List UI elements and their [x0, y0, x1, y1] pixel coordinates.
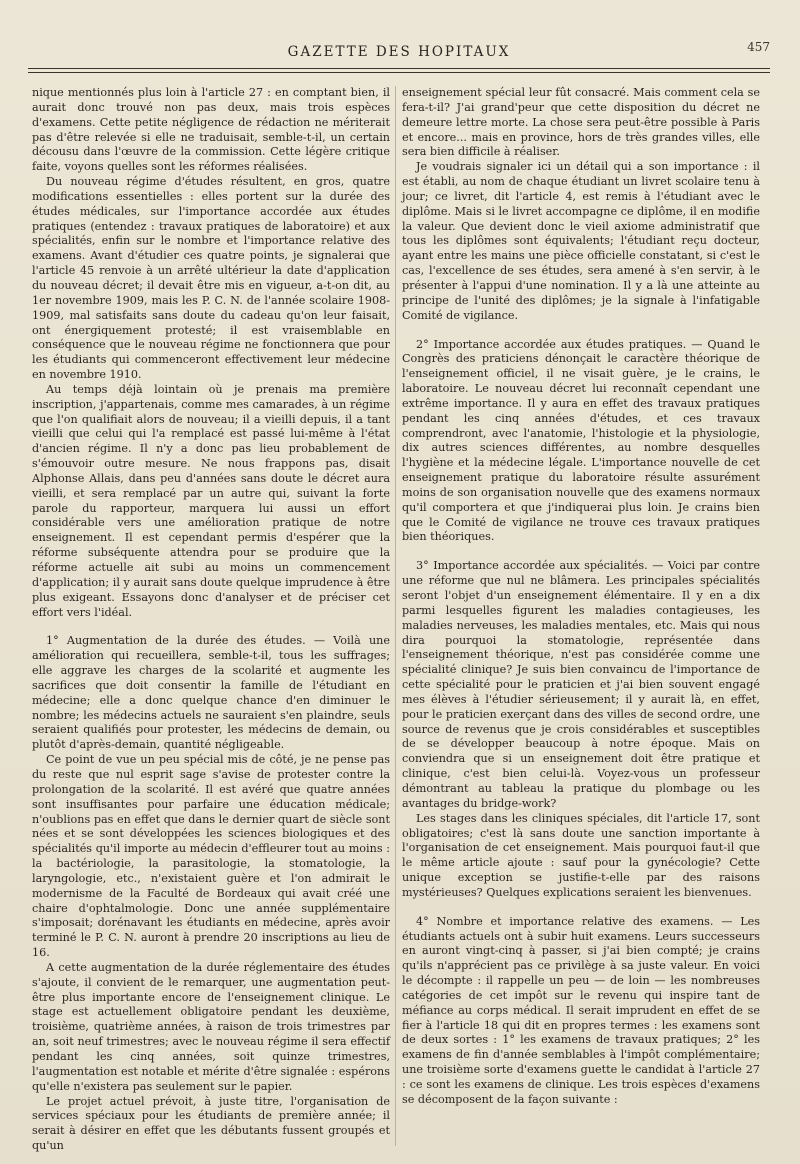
paragraph: Du nouveau régime d'études résultent, en gros, quatre modifications essentielles : elles portent sur la durée des études médicales, sur l'importance accordée aux études pratiques (entendez : travaux pratiques de laboratoire) et aux spécialités, enfin sur le nombre et l'importance relative des examens. Avant d'étudier ces quatre points, je signalerai que l'article 45 renvoie à un arrêté ultérieur la date d'application du nouveau décret; il devait être mis en vigueur, a-t-on dit, au 1er novembre 1909, mais les P. C. N. de l'année scolaire 1908-1909, mal satisfaits sans doute du cadeau qu'on leur faisait, ont énergiquement protesté; il est vraisemblable en conséquence que le nouveau régime ne fonctionnera que pour les étudiants qui commenceront effectivement leur médecine en novembre 1910. — [32, 175, 390, 382]
section-paragraph-specialties: 3° Importance accordée aux spécialités. — Voici par contre une réforme que nul ne blâmera. Les principales spécialités seront l'objet d'un enseignement élémentaire. Il y en a dix parmi lesquelles figurent les maladies contagieuses, les maladies nerveuses, les maladies mentales, etc. Mais qui nous dira pourquoi la stomatologie, représentée dans l'enseignement théorique, n'est pas considérée comme une spécialité clinique? Je suis bien convaincu de l'importance de cette spécialité pour le praticien et j'ai bien souvent engagé mes élèves à l'étudier sérieusement; il y aurait là, en effet, pour le praticien exerçant dans des villes de second ordre, une source de revenus que je crois considérables et susceptibles de se développer beaucoup à notre époque. Mais on conviendra que si un enseignement doit être pratique et clinique, c'est bien celui-là. Voyez-vous un professeur démontrant au tableau la pratique du plombage ou les avantages du bridge-work? — [402, 559, 760, 810]
header-rule-thin — [28, 72, 770, 73]
page-number: 457 — [747, 40, 770, 54]
paragraph: nique mentionnés plus loin à l'article 27 : en comptant bien, il aurait donc trouvé non pas deux, mais trois espèces d'examens. Cette petite négligence de rédaction ne mériterait pas d'être relevée si elle ne traduisait, semble-t-il, un certain décousu dans l'œuvre de la commission. Cette légère critique faite, voyons quelles sont les réformes réalisées. — [32, 86, 390, 174]
paragraph: Ce point de vue un peu spécial mis de côté, je ne pense pas du reste que nul esprit sage s'avise de protester contre la prolongation de la scolarité. Il est avéré que quatre années sont insuffisantes pour parfaire une éducation médicale; n'oublions pas en effet que dans le dernier quart de siècle sont nées et se sont développées les sciences biologiques et des spécialités qu'il importe au médecin d'effleurer tout au moins : la bactériologie, la parasitologie, la stomatologie, la laryngologie, etc., n'existaient guère et l'on admirait le modernisme de la Faculté de Bordeaux qui avait créé une chaire d'ophtalmologie. Donc une année supplémentaire s'imposait; dorénavant les étudiants en médecine, après avoir terminé le P. C. N. auront à prendre 20 inscriptions au lieu de 16. — [32, 753, 390, 960]
running-header — [28, 40, 770, 64]
section-paragraph-exams: 4° Nombre et importance relative des examens. — Les étudiants actuels ont à subir huit examens. Leurs successeurs en auront vingt-cinq à passer, si j'ai bien compté; je crains qu'ils n'apprécient pas ce privilège à sa juste valeur. En voici le décompte : il rappelle un peu — de loin — les nombreuses catégories de cet impôt sur le revenu qui inspire tant de méfiance au corps médical. Il serait imprudent en effet de se fier à l'article 18 qui dit en propres termes : les examens sont de deux sortes : 1° les examens de travaux pratiques; 2° les examens de fin d'année semblables à l'impôt complémentaire; une troisième sorte d'examens guette le candidat à l'article 27 : ce sont les examens de clinique. Les trois espèces d'examens se décomposent de la façon suivante : — [402, 914, 760, 1106]
paragraph: Les stages dans les cliniques spéciales, dit l'article 17, sont obligatoires; c'est là sans doute une sanction importante à l'organisation de cet enseignement. Mais pourquoi faut-il que le même article ajoute : sauf pour la gynécologie? Cette unique exception se justifie-t-elle par des raisons mystérieuses? Quelques explications seraient les bienvenues. — [402, 811, 760, 899]
paragraph: Le projet actuel prévoit, à juste titre, l'organisation de services spéciaux pour les étudiants de première année; il serait à désirer en effet que les débutants fussent groupés et qu'un — [32, 1094, 390, 1153]
paragraph: enseignement spécial leur fût consacré. Mais comment cela se fera-t-il? J'ai grand'peur que cette disposition du décret ne demeure lettre morte. La chose sera peut-être possible à Paris et encore... mais en province, hors de très grandes villes, elle sera bien difficile à réaliser. — [402, 86, 760, 159]
paragraph: Au temps déjà lointain où je prenais ma première inscription, j'appartenais, comme mes camarades, à un régime que l'on qualifiait alors de nouveau; il a vieilli depuis, il a tant vieilli que celui qui l'a remplacé est passé lui-même à l'état d'ancien régime. Il n'y a donc pas lieu probablement de s'émouvoir outre mesure. Ne nous frappons pas, disait Alphonse Allais, dans peu d'années sans doute le décret aura vieilli, et sera remplacé par un autre qui, suivant la forte parole du rapporteur, marquera lui aussi un effort considérable vers une amélioration pratique de notre enseignement. Il est cependant permis d'espérer que la réforme subséquente attendra pour se produire que la réforme actuelle ait subi au moins un commencement d'application; il y aurait sans doute quelque imprudence à être plus exigeant. Essayons donc d'analyser et de préciser cet effort vers l'idéal. — [32, 382, 390, 619]
paragraph: Je voudrais signaler ici un détail qui a son importance : il est établi, au nom de chaque étudiant un livret scolaire tenu à jour; ce livret, dit l'article 4, est remis à l'étudiant avec le diplôme. Mais si le livret accompagne ce diplôme, il en modifie la valeur. Que devient donc le vieil axiome administratif que tous les diplômes sont équivalents; l'étudiant reçu docteur, ayant entre les mains une pièce officielle constatant, si c'est le cas, l'excellence de ses études, sera amené à s'en servir, à le présenter à l'appui d'une nomination. Il y a là une atteinte au principe de l'unité des diplômes; je la signale à l'infatigable Comité de vigilance. — [402, 160, 760, 322]
section-paragraph-practical: 2° Importance accordée aux études pratiques. — Quand le Congrès des praticiens dénonçait le caractère théorique de l'enseignement officiel, il ne visait guère, je le crains, le laboratoire. Le nouveau décret lui reconnaît cependant une extrême importance. Il y aura en effet des travaux pratiques pendant les cinq années d'études, et ces travaux comprendront, avec l'anatomie, l'histologie et la physiologie, dix autres sciences différentes, au nombre desquelles l'hygiène et la médecine légale. L'importance nouvelle de cet enseignement pratique du laboratoire résulte assurément moins de son organisation nouvelle que des examens normaux qu'il comportera et que j'indiquerai plus loin. Je crains bien que le Comité de vigilance ne trouve ces travaux pratiques bien théoriques. — [402, 337, 760, 544]
section-paragraph-duration: 1° Augmentation de la durée des études. — Voilà une amélioration qui recueillera, semble-t-il, tous les suffrages; elle aggrave les charges de la scolarité et augmente les sacrifices que doit consentir la famille de l'étudiant en médecine; elle a donc quelque chance d'en diminuer le nombre; les médecins actuels ne sauraient s'en plaindre, seuls seraient qualifiés pour protester, les médecins de demain, ou plutôt d'après-demain, quantité négligeable. — [32, 634, 390, 752]
paragraph: A cette augmentation de la durée réglementaire des études s'ajoute, il convient de le remarquer, une augmentation peut-être plus importante encore de l'enseignement clinique. Le stage est actuellement obligatoire pendant les deuxième, troisième, quatrième années, à raison de trois trimestres par an, soit neuf trimestres; avec le nouveau régime il sera effectif pendant les cinq années, soit quinze trimestres, l'augmentation est notable et mérite d'être signalée : espérons qu'elle n'existera pas seulement sur le papier. — [32, 960, 390, 1093]
column-divider — [395, 86, 396, 1146]
left-column — [32, 86, 390, 1154]
journal-title: GAZETTE DES HOPITAUX — [287, 44, 511, 60]
right-column — [402, 86, 760, 1108]
header-rule — [28, 68, 770, 69]
